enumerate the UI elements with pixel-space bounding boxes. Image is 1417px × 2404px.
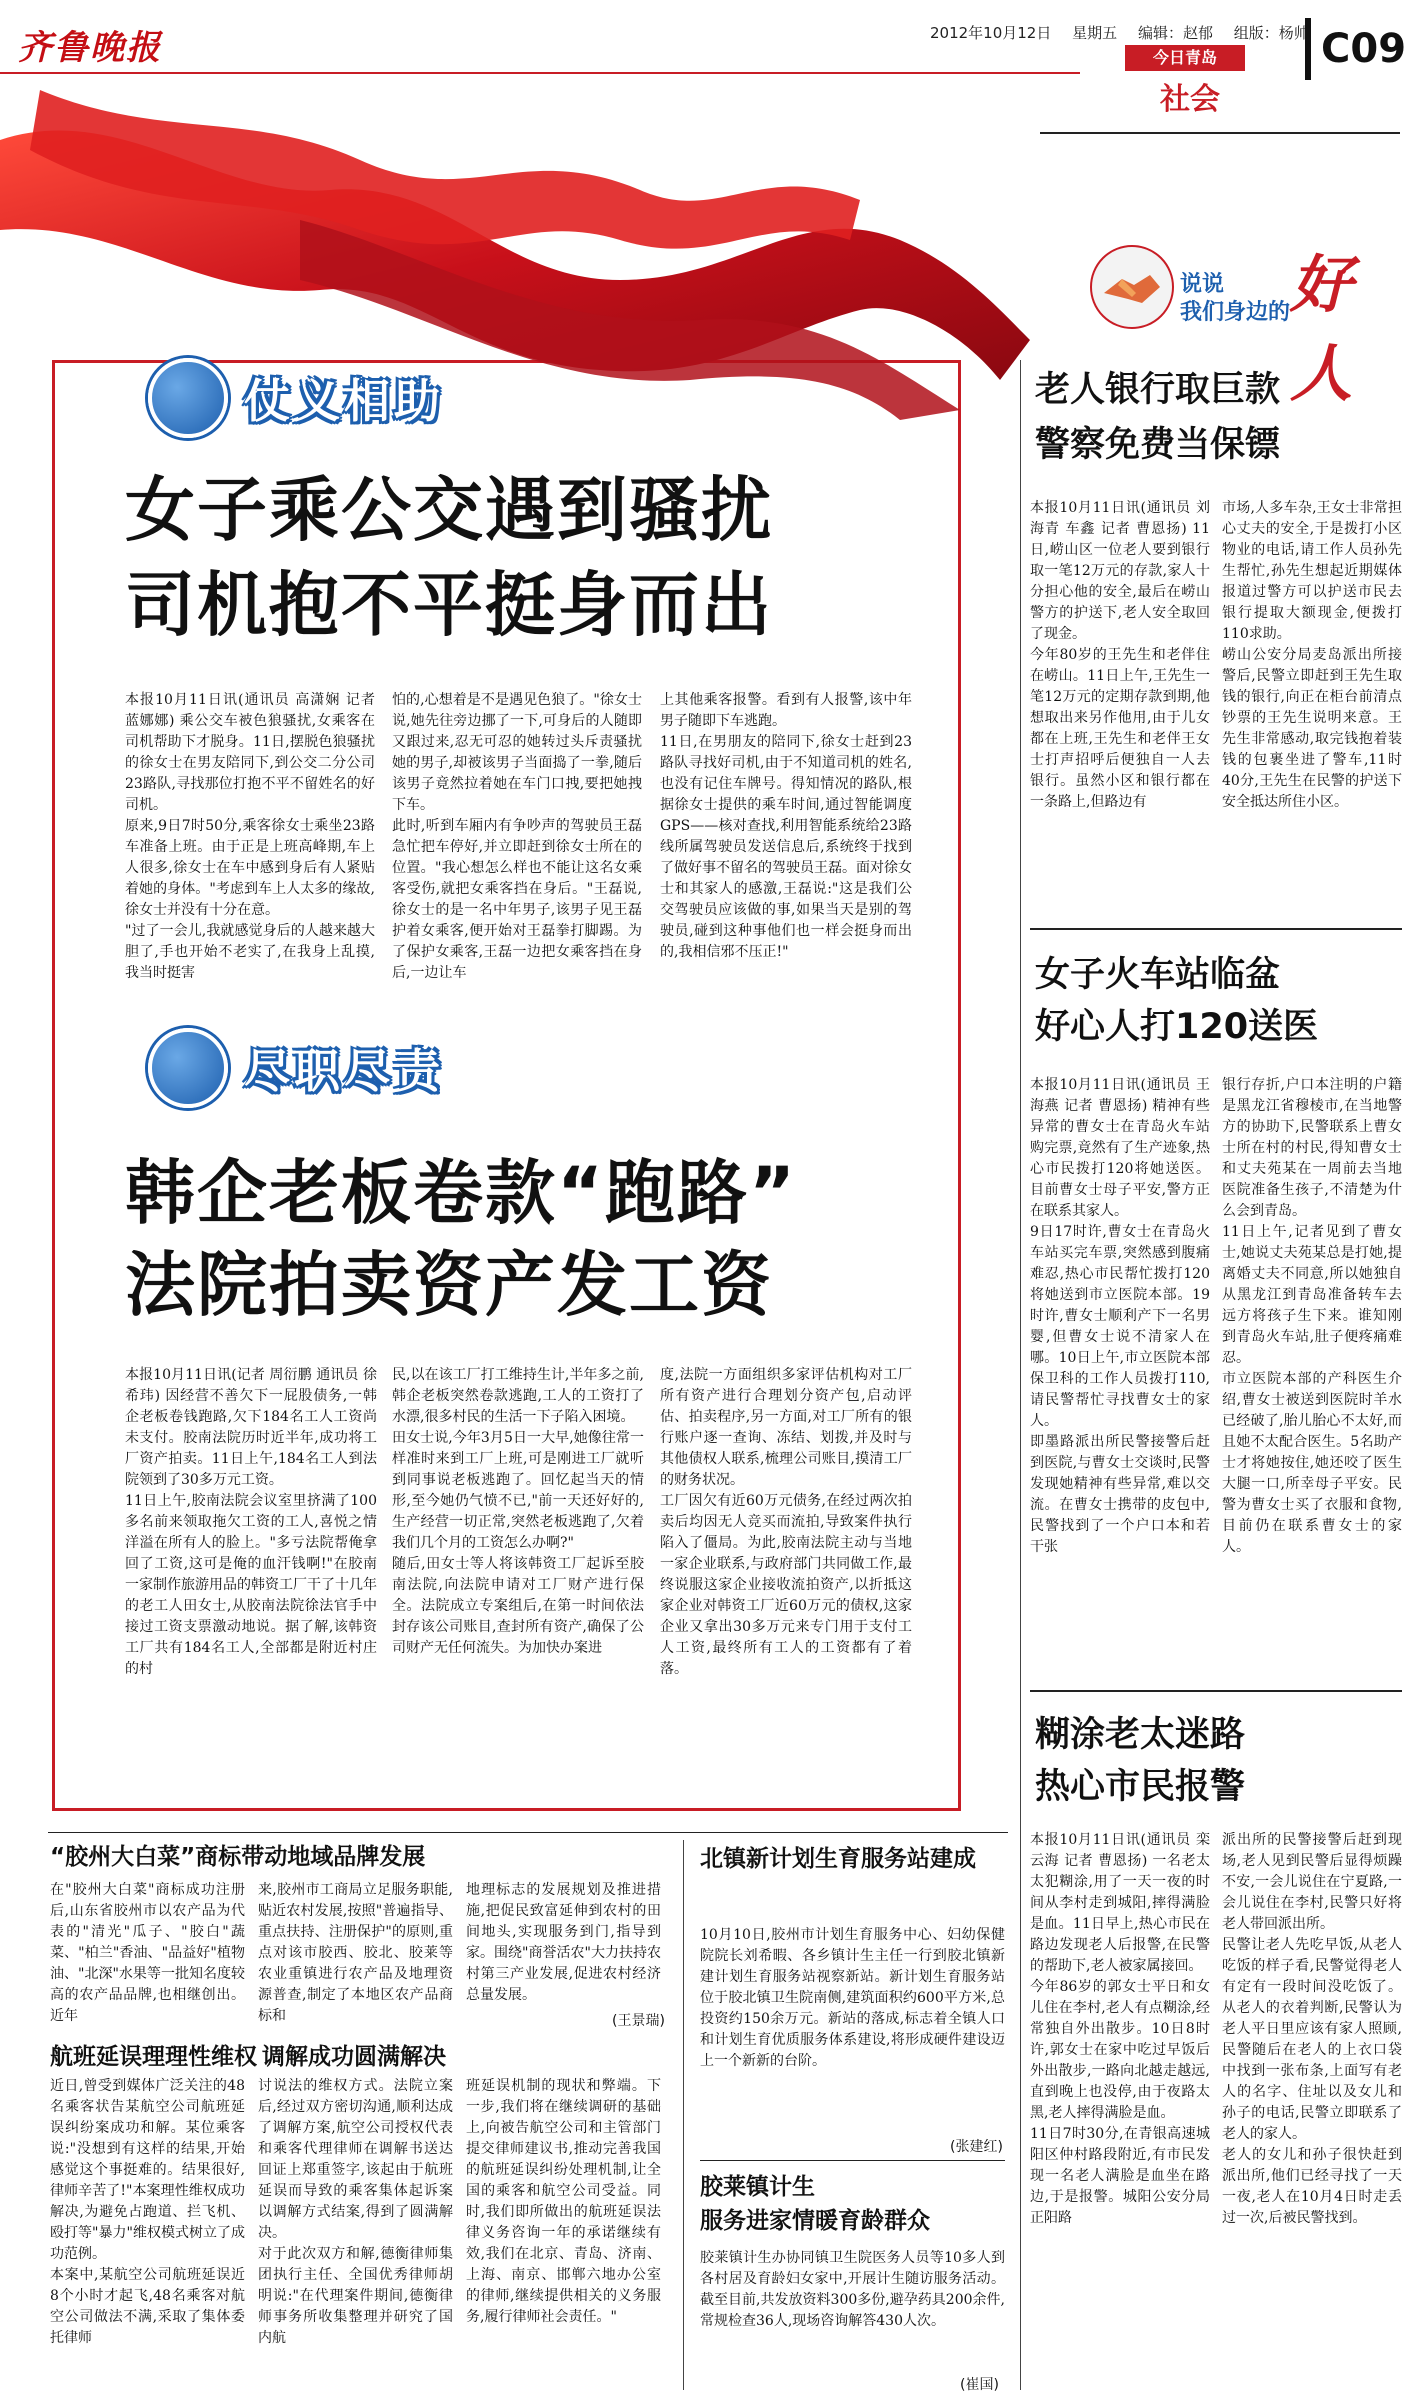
article2-col2: 民,以在该工厂打工维持生计,半年多之前,韩企老板突然卷款逃跑,工人的工资打了水漂,很多村民的生活一下子陷入困境。 田女士说,今年3月5日一大早,她像往常一样准时来到工厂上班,可是刚进工厂就听到同事说老板逃跑了。回忆起当天的情形,至今她仍气愤不已,"前一天还好好的,生产经营一切正常,突然老板逃跑了,欠着我们几个月的工资怎么办啊?" 随后,田女士等人将该韩资工厂起诉至胶南法院,向法院申请对工厂财产进行保全。法院成立专案组后,在第一时间依法封存该公司账目,查封所有资产,确保了公司财产无任何流失。为加快办案进 <box>392 1367 644 1656</box>
brief1-col3: 地理标志的发展规划及推进措施,把促民致富延伸到农村的田间地头,实现服务到门,指导到家。围绕"商誉活农"大力扶持农村第三产业发展,促进农村经济总量发展。 <box>466 1882 661 2003</box>
brief3-col2: 班延误机制的现状和弊端。下一步,我们将在继续调研的基础上,向被告航空公司和主管部门提交律师建议书,推动完善我国的航班延误纠纷处理机制,让全国的乘客和航空公司受益。同时,我们即所做出的航班延误法律义务咨询一年的承诺继续有效,我们在北京、青岛、济南、上海、南京、邯郸六地办公室的律师,继续提供相关的义务服务,履行律师社会责任。" <box>466 2078 661 2325</box>
article3-headline-line1: 老人银行取巨款 <box>1035 370 1281 410</box>
article2-col1: 本报10月11日讯(记者 周衍鹏 通讯员 徐希玮) 因经营不善欠下一屁股债务,一韩企老板卷钱跑路,欠下184名工人工资尚未支付。胶南法院历时近半年,成功将工厂资产拍卖。11日上午,184名工人到法院领到了30多万元工资。 11日上午,胶南法院会议室里挤满了100多名前来领取拖欠工资的工人,喜悦之情洋溢在所有人的脸上。"多亏法院帮俺拿回了工资,这可是俺的血汗钱啊!"在胶南一家制作旅游用品的韩资工厂干了十几年的老工人田女士,从胶南法院徐法官手中接过工资支票激动地说。据了解,该韩资工厂共有184名工人,全部都是附近村庄的村 <box>125 1367 377 1677</box>
article-separator <box>1030 928 1402 930</box>
article3-col2: 市场,人多车杂,王女士非常担心丈夫的安全,于是拨打小区物业的电话,请工作人员孙先生帮忙,孙先生想起近期媒体报道过警方可以护送市民去银行提取大额现金,便拨打110求助。 崂山公安分局麦岛派出所接警后,民警立即赶到王先生取钱的银行,向正在柜台前清点钞票的王先生说明来意。王先生非常感动,取完钱抱着装钱的包裹坐进了警车,11时40分,王先生在民警的护送下安全抵达所住小区。 <box>1222 500 1402 810</box>
section-badge-2 <box>148 1028 444 1108</box>
brief5-col1: 胶莱镇计生办协同镇卫生院医务人员等10多人到各村居及育龄妇女家中,开展计生随访服务活动。截至目前,共发放资料300多份,避孕药具200余件,常规检查36人,现场咨询解答430人次。 <box>700 2250 1005 2329</box>
brief2-title: 航班延误理理性维权 <box>50 2044 257 2070</box>
briefs-divider <box>683 1840 684 2390</box>
pointing-hand-icon <box>148 358 228 438</box>
section-badge-1 <box>148 358 444 438</box>
article1-col3: 上其他乘客报警。看到有人报警,该中年男子随即下车逃跑。 11日,在男朋友的陪同下,徐女士赶到23路队寻找好司机,由于不知道司机的姓名,也没有记住车牌号。得知情况的路队,根据徐女士提供的乘车时间,通过智能调度GPS——核对查找,利用智能系统给23路线所属驾驶员发送信息后,系统终于找到了做好事不留名的驾驶员王磊。面对徐女士和其家人的感激,王磊说:"这是我们公交驾驶员应该做的事,如果当天是别的驾驶员,碰到这种事他们也一样会挺身而出的,我相信邪不压正!" <box>660 692 912 960</box>
brief4-title: 北镇新计划生育服务站建成 <box>700 1846 976 1872</box>
brief5-title-line1: 胶莱镇计生 <box>700 2174 815 2200</box>
brief3-col1: 讨说法的维权方式。法院立案后,经过双方密切沟通,顺利达成了调解方案,航空公司授权代表和乘客代理律师在调解书送达回证上郑重签字,该起由于航班延误而导致的乘客集体起诉案以调解方式结案,得到了圆满解决。 对于此次双方和解,德衡律师集团执行主任、全国优秀律师胡明说:"在代理案件期间,德衡律师事务所收集整理并研究了国内航 <box>258 2078 453 2346</box>
article4-headline-line1: 女子火车站临盆 <box>1035 955 1281 995</box>
logo-line2: 我们身边的 <box>1180 300 1291 325</box>
article3-headline-line2: 警察免费当保镖 <box>1035 425 1281 465</box>
brief4-col1: 10月10日,胶州市计划生育服务中心、妇幼保健院院长刘希暇、各乡镇计生主任一行到胶北镇新建计划生育服务站视察新站。新计划生育服务站位于胶北镇卫生院南侧,建筑面积约600平方米,总投资约150余万元。新站的落成,标志着全镇人口和计划生育优质服务体系建设,将形成硬件建设迈上一个新新的台阶。 <box>700 1927 1005 2069</box>
brief5-byline: (崔国) <box>960 2377 999 2393</box>
brief1-col1: 在"胶州大白菜"商标成功注册后,山东省胶州市以农产品为代表的"清光"瓜子、"胶白"蔬菜、"柏兰"香油、"品益好"植物油、"北深"水果等一批知名度较高的农产品品牌,也相继创出。近年 <box>50 1882 245 2024</box>
issue-weekday: 星期五 <box>1072 24 1118 42</box>
article4-headline-line2: 好心人打120送医 <box>1035 1007 1319 1047</box>
section-name: 社会 <box>1160 82 1220 117</box>
editor-credit: 编辑：赵郁 <box>1137 24 1213 42</box>
article2-headline-line2: 法院拍卖资产发工资 <box>125 1244 773 1326</box>
brief1-title: “胶州大白菜”商标带动地域品牌发展 <box>50 1844 426 1870</box>
newspaper-logo: 齐鲁晚报 <box>18 28 162 68</box>
article5-headline-line2: 热心市民报警 <box>1035 1767 1246 1807</box>
page-number: C09 <box>1305 18 1417 80</box>
column-divider <box>1020 360 1021 2390</box>
article4-col1: 本报10月11日讯(通讯员 王海燕 记者 曹恩扬) 精神有些异常的曹女士在青岛火车站购完票,竟然有了生产迹象,热心市民拨打120将她送医。目前曹女士母子平安,警方正在联系其家人。 9日17时许,曹女士在青岛火车站买完车票,突然感到腹痛难忍,热心市民帮忙拨打120将她送到市立医院本部。19时许,曹女士顺利产下一名男婴,但曹女士说不清家人在哪。10日上午,市立医院本部保卫科的工作人员拨打110,请民警帮忙寻找曹女士的家人。 即墨路派出所民警接警后赶到医院,与曹女士交谈时,民警发现她精神有些异常,难以交流。在曹女士携带的皮包中,民警找到了一个户口本和若干张 <box>1030 1077 1210 1555</box>
article4-col2: 银行存折,户口本注明的户籍是黑龙江省穆棱市,在当地警方的协助下,民警联系上曹女士所在村的村民,得知曹女士和丈夫苑某在一周前去当地医院准备生孩子,不清楚为什么会到青岛。 11日上午,记者见到了曹女士,她说丈夫苑某总是打她,提离婚丈夫不同意,所以她独自从黑龙江到青岛准备转车去远方将孩子生下来。谁知刚到青岛火车站,肚子便疼痛难忍。 市立医院本部的产科医生介绍,曹女士被送到医院时羊水已经破了,胎儿胎心不太好,而且她不太配合医生。5名助产士才将她按住,她还咬了医生大腿一口,所幸母子平安。民警为曹女士买了衣服和食物,目前仍在联系曹女士的家人。 <box>1222 1077 1402 1555</box>
article3-col1: 本报10月11日讯(通讯员 刘海青 车鑫 记者 曹恩扬) 11日,崂山区一位老人要到银行取一笔12万元的存款,家人十分担心他的安全,最后在崂山警方的护送下,老人安全取回了现金。 今年80岁的王先生和老伴住在崂山。11日上午,王先生一笔12万元的定期存款到期,他想取出来另作他用,由于儿女都在上班,王先生和老伴王女士打声招呼后便独自一人去银行。虽然小区和银行都在一条路上,但路边有 <box>1030 500 1210 810</box>
brief3-title: 调解成功圆满解决 <box>262 2044 446 2070</box>
article-separator <box>1030 1690 1402 1692</box>
brief-separator <box>700 2160 1005 2161</box>
badge-label-1: 仗义相助 <box>244 374 444 428</box>
logo-big-text: 好人 <box>1290 248 1353 410</box>
dateline <box>930 22 1325 43</box>
article5-col2: 派出所的民警接警后赶到现场,老人见到民警后显得烦躁不安,一会儿说住在宁夏路,一会儿说住在李村,民警只好将老人带回派出所。 民警让老人先吃早饭,从老人吃饭的样子看,民警觉得老人有定有一段时间没吃饭了。从老人的衣着判断,民警认为老人平日里应该有家人照顾,民警随后在老人的上衣口袋中找到一张布条,上面写有老人的名字、住址以及女儿和孙子的电话,民警立即联系了老人的家人。 老人的女儿和孙子很快赶到派出所,他们已经寻找了一天一夜,老人在10月4日时走丢过一次,后被民警找到。 <box>1222 1832 1402 2226</box>
issue-date: 2012年10月12日 <box>930 24 1052 42</box>
section-tag: 今日青岛 <box>1125 45 1245 71</box>
layout-credit: 组版：杨帅 <box>1233 24 1309 42</box>
brief2-col1: 近日,曾受到媒体广泛关注的48名乘客状告某航空公司航班延误纠纷案成功和解。某位乘客说:"没想到有这样的结果,开始感觉这个事挺难的。结果很好,律师辛苦了!"本案理性维权成功解决,为避免占跑道、拦飞机、殴打等"暴力"维权模式树立了成功范例。 本案中,某航空公司航班延误近8个小时才起飞,48名乘客对航空公司做法不满,采取了集体委托律师 <box>50 2078 245 2346</box>
article2-col3: 度,法院一方面组织多家评估机构对工厂所有资产进行合理划分资产包,启动评估、拍卖程序,另一方面,对工厂所有的银行账户逐一查询、冻结、划拨,并及时与其他债权人联系,梳理公司账目,摸清工厂的财务状况。 工厂因欠有近60万元债务,在经过两次拍卖后均因无人竞买而流拍,导致案件执行陷入了僵局。为此,胶南法院主动与当地一家企业联系,与政府部门共同做工作,最终说服这家企业接收流拍资产,以折抵这家企业对韩资工厂近60万元的债权,这家企业又拿出30多万元来专门用于支付工人工资,最终所有工人的工资都有了着落。 <box>660 1367 912 1677</box>
brief5-title-line2: 服务进家情暖育龄群众 <box>700 2208 930 2234</box>
logo-line1: 说说 <box>1180 272 1225 297</box>
brief4-byline: (张建红) <box>950 2139 1003 2155</box>
badge-label-2: 尽职尽责 <box>244 1044 444 1098</box>
article5-col1: 本报10月11日讯(通讯员 栾云海 记者 曹恩扬) 一名老太太犯糊涂,用了一天一夜的时间从李村走到城阳,摔得满脸是血。11日早上,热心市民在路边发现老人后报警,在民警的帮助下,老人被家属接回。 今年86岁的郭女士平日和女儿住在李村,老人有点糊涂,经常独自外出散步。10日8时许,郭女士在家中吃过早饭后外出散步,一路向北越走越远,直到晚上也没停,由于夜路太黑,老人摔得满脸是血。 11日7时30分,在青银高速城阳区仲村路段附近,有市民发现一名老人满脸是血坐在路边,于是报警。城阳公安分局正阳路 <box>1030 1832 1210 2226</box>
handshake-icon <box>1090 245 1174 329</box>
pointing-hand-icon <box>148 1028 228 1108</box>
article1-headline-line2: 司机抱不平挺身而出 <box>125 564 773 646</box>
brief1-byline: (王景瑞) <box>612 2013 665 2029</box>
masthead-rule <box>0 72 1080 74</box>
brief1-col2: 来,胶州市工商局立足服务职能,贴近农村发展,按照"普遍指导、重点扶持、注册保护"的原则,重点对该市胶西、胶北、胶莱等农业重镇进行农产品及地理资源普查,制定了本地区农产品商标和 <box>258 1882 453 2024</box>
article2-headline-line1: 韩企老板卷款“跑路” <box>125 1152 798 1234</box>
article1-headline-line1: 女子乘公交遇到骚扰 <box>125 469 773 551</box>
masthead-rule-right <box>1040 132 1400 134</box>
article1-col1: 本报10月11日讯(通讯员 高潇娴 记者 蓝娜娜) 乘公交车被色狼骚扰,女乘客在司机帮助下才脱身。11日,摆脱色狼骚扰的徐女士在男友陪同下,到公交二分公司23路队,寻找那位打抱不平不留姓名的好司机。 原来,9日7时50分,乘客徐女士乘坐23路车准备上班。由于正是上班高峰期,车上人很多,徐女士在车中感到身后有人紧贴着她的身体。"考虑到车上人太多的缘故,徐女士并没有十分在意。 "过了一会儿,我就感觉身后的人越来越大胆了,手也开始不老实了,在我身上乱摸,我当时挺害 <box>125 692 375 981</box>
briefs-top-rule <box>48 1832 1008 1833</box>
article5-headline-line1: 糊涂老太迷路 <box>1035 1715 1246 1755</box>
article1-col2: 怕的,心想着是不是遇见色狼了。"徐女士说,她先往旁边挪了一下,可身后的人随即又跟过来,忍无可忍的她转过头斥责骚扰她的男子,却被该男子当面捣了一拳,随后该男子竟然拉着她在车门口拽,要把她拽下车。 此时,听到车厢内有争吵声的驾驶员王磊急忙把车停好,并立即赶到徐女士所在的位置。"我心想怎么样也不能让这名女乘客受伤,就把女乘客挡在身后。"王磊说,徐女士的是一名中年男子,该男子见王磊护着女乘客,便开始对王磊拳打脚踢。为了保护女乘客,王磊一边把女乘客挡在身后,一边让车 <box>392 692 642 981</box>
